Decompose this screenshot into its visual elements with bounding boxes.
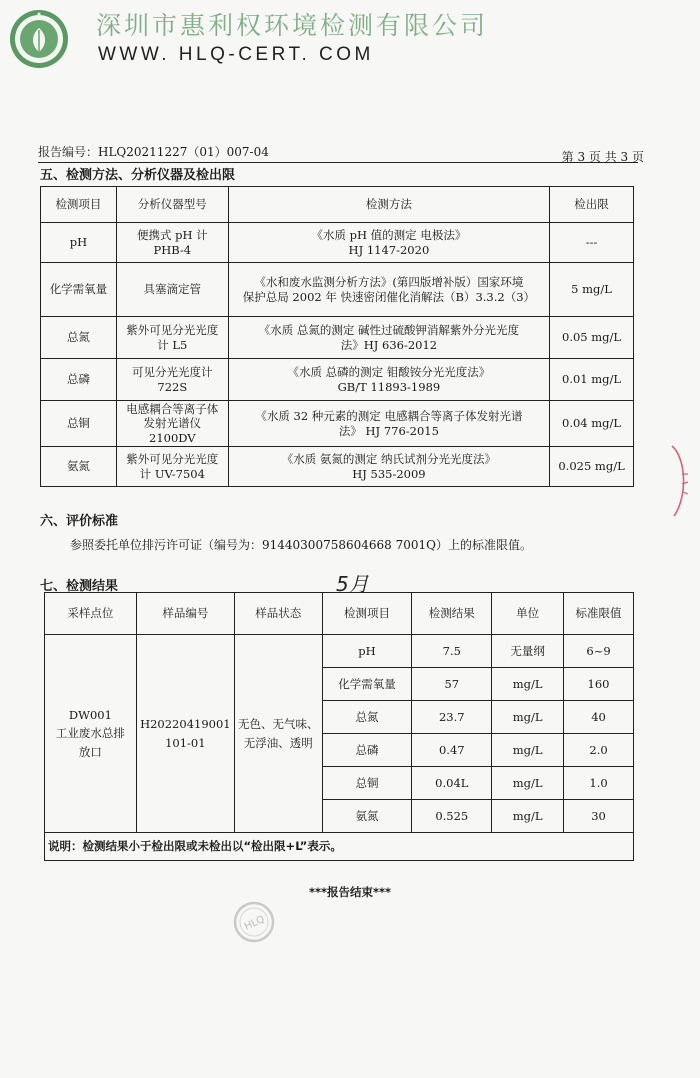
item-cell: 氨氮 [322,800,412,833]
methods-table [40,186,634,487]
method-cell: 《水质 总磷的测定 钼酸铵分光光度法》 GB/T 11893-1989 [228,359,549,401]
table-row [41,263,634,317]
sample-no-cell [136,635,234,833]
site-cell [45,635,137,833]
table-row [41,401,634,447]
col-header: 采样点位 [45,593,137,635]
section7-title: 七、检测结果 [40,579,119,594]
result-cell: 0.525 [412,800,492,833]
method-cell: 《水质 总氮的测定 碱性过硫酸钾消解紫外分光光度 法》HJ 636-2012 [228,317,549,359]
state-line: 无浮油、透明 [243,735,313,750]
table-row [41,447,634,487]
sample-no-line: H20220419001 [140,717,231,732]
col-header: 检测项目 [41,187,117,223]
item-cell: 总磷 [322,734,412,767]
table-row [41,359,634,401]
method-cell: 《水质 32 种元素的测定 电感耦合等离子体发射光谱 法》 HJ 776-2015 [228,401,549,447]
results-table [44,592,634,861]
col-header: 检测项目 [322,593,412,635]
page-number: 第 3 页 共 3 页 [561,150,644,164]
results-header-row [45,593,634,635]
unit-cell: mg/L [492,767,564,800]
method-cell: 《水和废水监测分析方法》(第四版增补版）国家环境 保护总局 2002 年 快速密闭催化消解法（B）3.3.2（3） [228,263,549,317]
device-cell: 电感耦合等离子体 发射光谱仪 2100DV [116,401,228,447]
unit-cell: mg/L [492,800,564,833]
report-end-text: ***报告结束*** [308,885,392,899]
note-text: 说明：检测结果小于检出限或未检出以“检出限+L”表示。 [45,833,634,861]
method-cell: 《水质 pH 值的测定 电极法》 HJ 1147-2020 [228,223,549,263]
site-line: 工业废水总排 [55,726,125,741]
std-cell: 1.0 [564,767,634,800]
std-cell: 160 [564,668,634,701]
hlq-stamp-icon [232,900,276,944]
table-row [41,223,634,263]
result-cell: 0.47 [412,734,492,767]
item-cell: 氨氮 [41,447,117,487]
result-cell: 0.04L [412,767,492,800]
handwritten-note: 5月 [336,572,369,596]
col-header: 分析仪器型号 [116,187,228,223]
section5-title: 五、检测方法、分析仪器及检出限 [40,168,236,183]
col-header: 检测结果 [412,593,492,635]
item-cell: pH [41,223,117,263]
device-cell: 具塞滴定管 [116,263,228,317]
result-cell: 7.5 [412,635,492,668]
unit-cell: mg/L [492,734,564,767]
device-cell: 紫外可见分光光度 计 UV-7504 [116,447,228,487]
unit-cell: 无量纲 [492,635,564,668]
device-cell: 紫外可见分光光度 计 L5 [116,317,228,359]
methods-header-row [41,187,634,223]
company-logo-icon [8,8,70,70]
site-line: DW001 [68,707,112,722]
item-cell: 总氮 [322,701,412,734]
unit-cell: mg/L [492,701,564,734]
col-header: 检测方法 [228,187,549,223]
company-name: 深圳市惠利权环境检测有限公司 [96,11,489,40]
sample-no-line: 101-01 [165,735,206,750]
item-cell: pH [322,635,412,668]
device-cell: 便携式 pH 计 PHB-4 [116,223,228,263]
std-cell: 2.0 [564,734,634,767]
limit-cell: 0.05 mg/L [550,317,634,359]
method-cell: 《水质 氨氮的测定 纳氏试剂分光光度法》 HJ 535-2009 [228,447,549,487]
col-header: 样品状态 [234,593,322,635]
item-cell: 总氮 [41,317,117,359]
section6-title: 六、评价标准 [40,514,119,529]
std-cell: 40 [564,701,634,734]
site-line: 放口 [78,744,102,759]
device-cell: 可见分光光度计 722S [116,359,228,401]
report-number: 报告编号：HLQ20211227（01）007-04 [38,145,269,159]
col-header: 单位 [492,593,564,635]
limit-cell: 0.01 mg/L [550,359,634,401]
std-cell: 6~9 [564,635,634,668]
unit-cell: mg/L [492,668,564,701]
col-header: 检出限 [550,187,634,223]
item-cell: 总磷 [41,359,117,401]
result-cell: 57 [412,668,492,701]
note-row [45,833,634,861]
item-cell: 化学需氧量 [41,263,117,317]
limit-cell: --- [550,223,634,263]
state-line: 无色、无气味、 [237,717,319,732]
table-row [41,317,634,359]
col-header: 标准限值 [564,593,634,635]
item-cell: 总铜 [41,401,117,447]
state-cell [234,635,322,833]
header-rule [38,162,638,163]
result-cell: 23.7 [412,701,492,734]
item-cell: 化学需氧量 [322,668,412,701]
limit-cell: 5 mg/L [550,263,634,317]
col-header: 样品编号 [136,593,234,635]
limit-cell: 0.025 mg/L [550,447,634,487]
criteria-text: 参照委托单位排污许可证（编号为：91440300758604668 7001Q）上的标准限值。 [70,538,532,552]
std-cell: 30 [564,800,634,833]
limit-cell: 0.04 mg/L [550,401,634,447]
table-row [45,635,634,668]
item-cell: 总铜 [322,767,412,800]
seal-edge-mark-icon [668,440,696,520]
company-website: WWW. HLQ-CERT. COM [98,44,374,65]
stamp-text: HLQ [242,913,267,933]
